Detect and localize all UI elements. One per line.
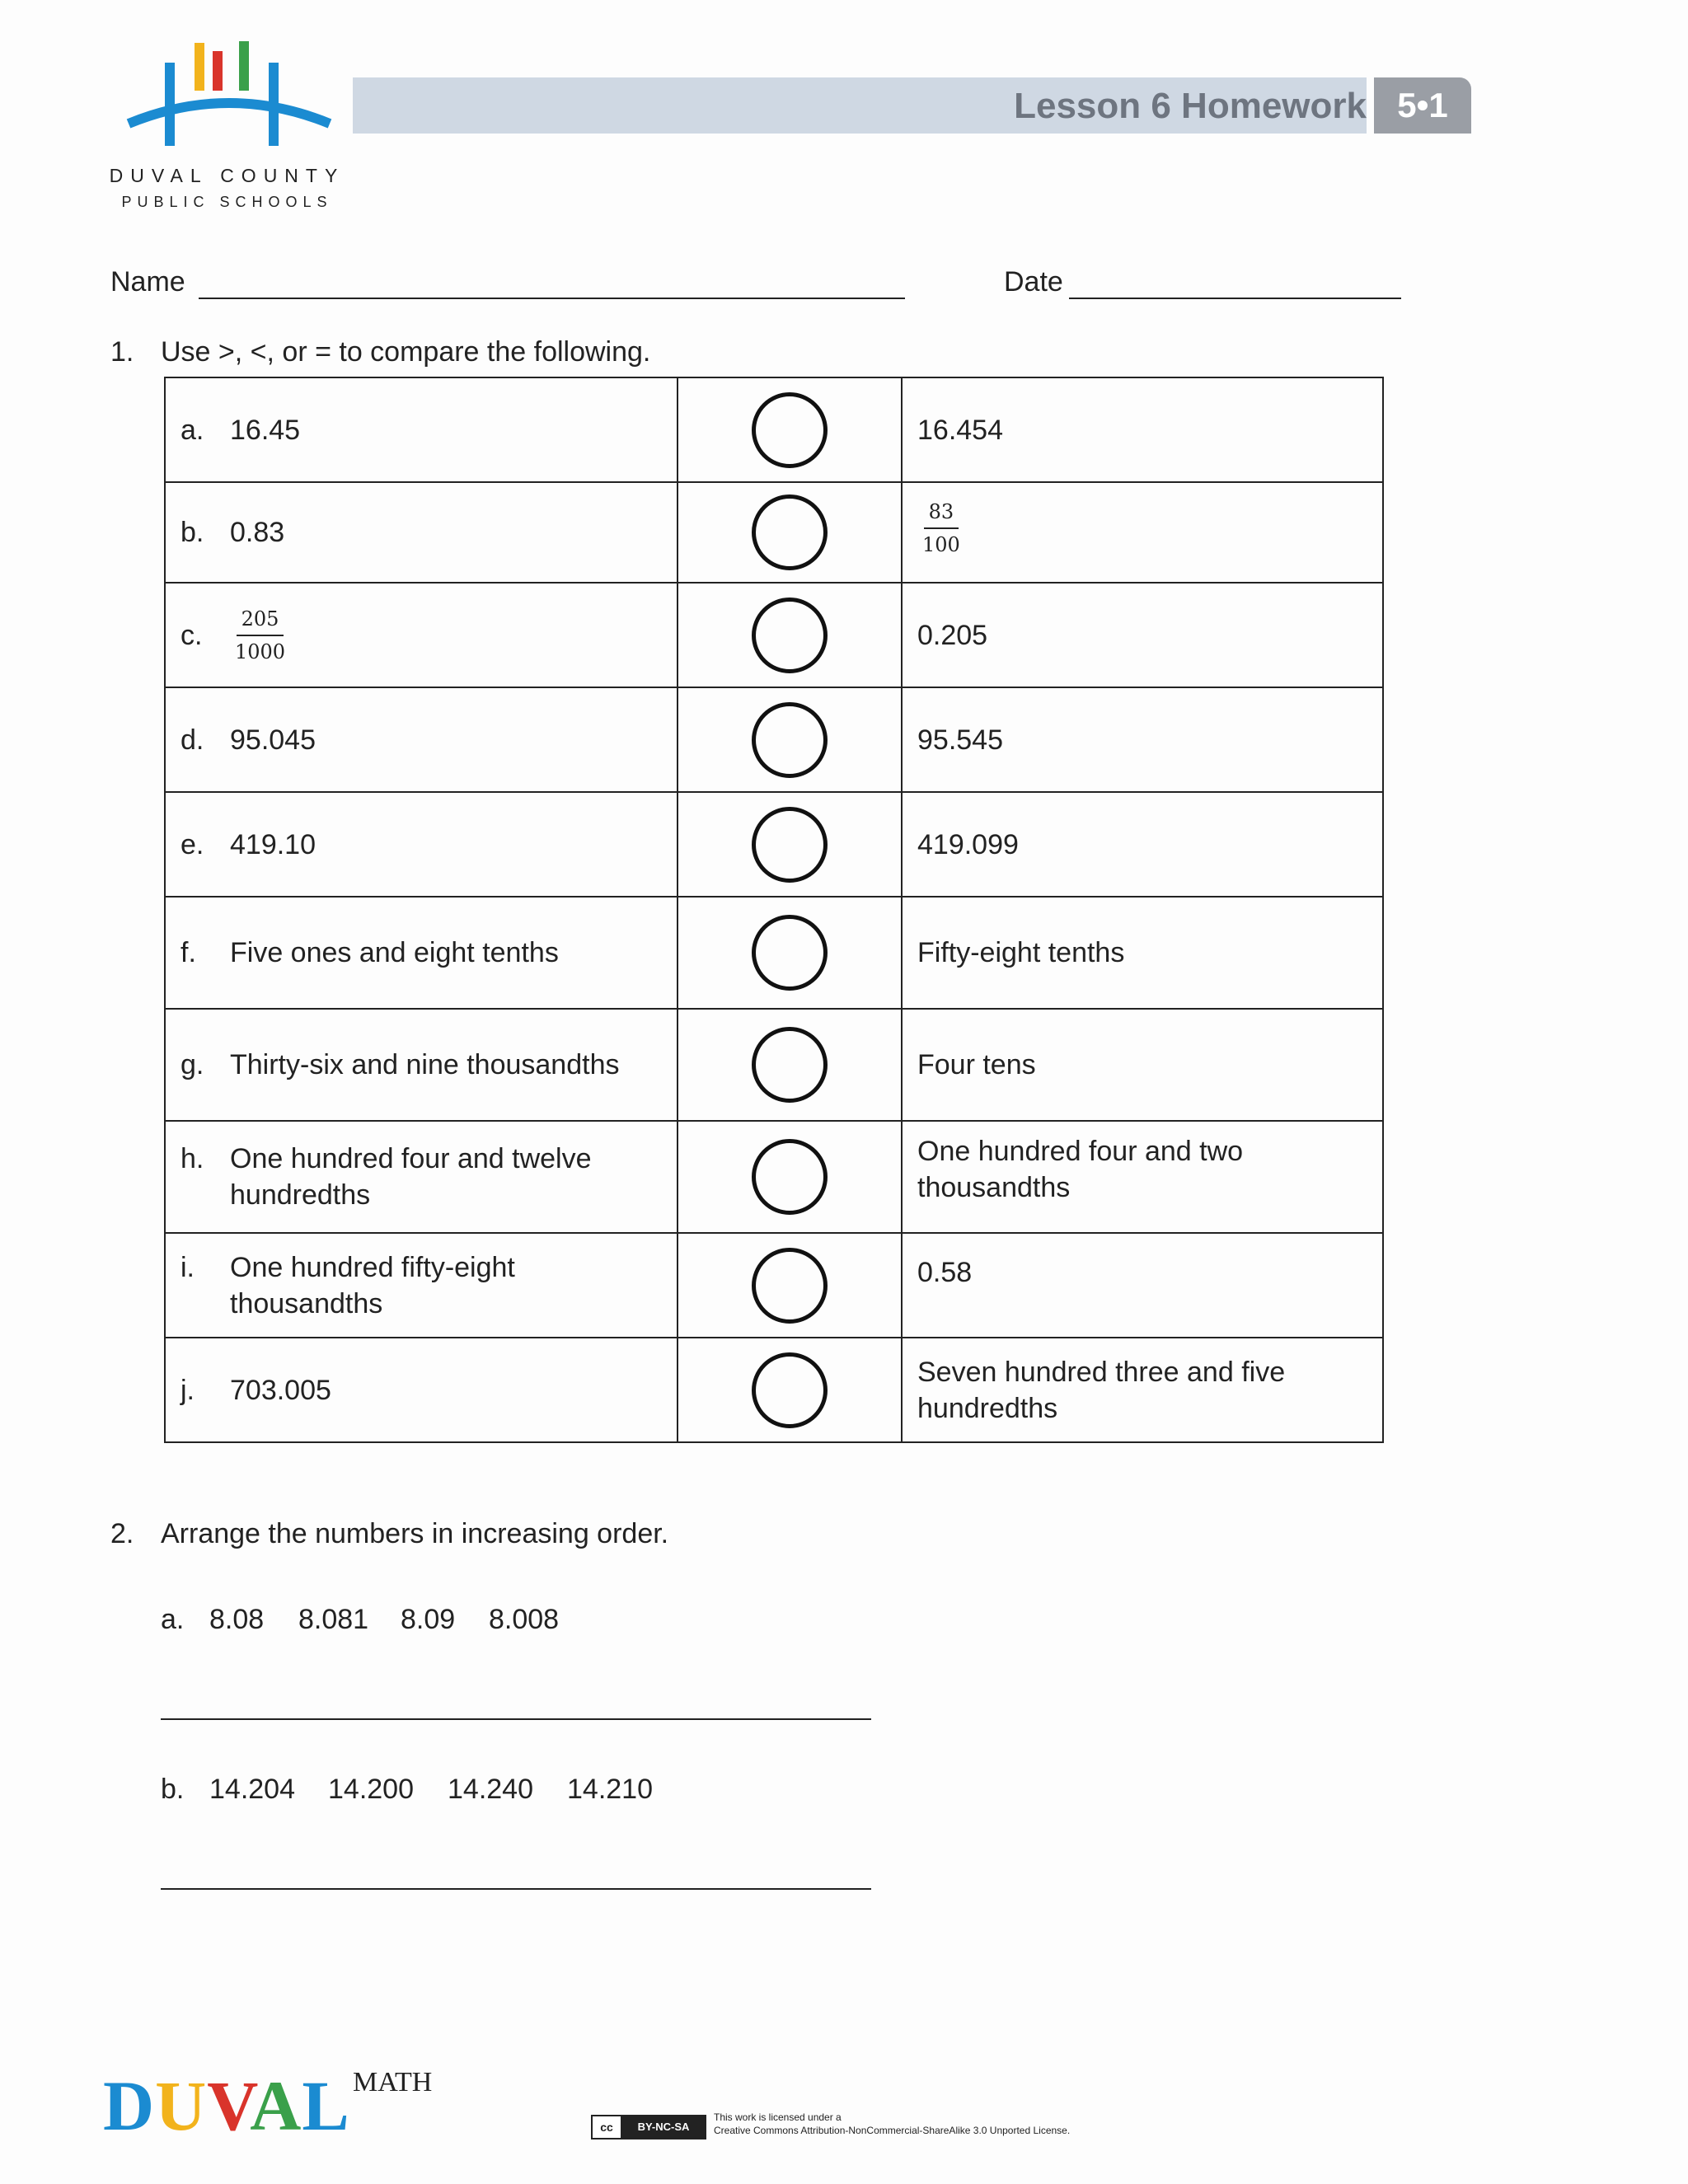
number-item: 14.210 [567,1774,653,1805]
fraction-denominator: 1000 [235,640,286,663]
left-value: 419.10 [230,828,316,860]
number-item: 14.204 [209,1774,295,1805]
part-b-letter: b. [161,1774,185,1805]
fraction [917,499,965,557]
question-2-number: 2. [110,1518,134,1549]
fraction-numerator: 83 [924,499,959,529]
comparison-circle[interactable] [752,598,828,673]
right-value: 16.454 [917,414,1003,446]
right-value: 95.545 [917,724,1003,756]
comparison-circle[interactable] [752,807,828,883]
number-item: 8.008 [489,1604,560,1635]
right-value: 0.205 [917,619,988,651]
brand-letter: U [155,2066,208,2145]
left-value: 703.005 [230,1374,331,1406]
license-line: This work is licensed under a [714,2111,842,2123]
comparison-circle[interactable] [752,1352,828,1428]
question-2-prompt: Arrange the numbers in increasing order. [161,1518,669,1549]
module-badge: 5•1 [1374,77,1471,134]
question-1-prompt: Use >, <, or = to compare the following. [161,336,651,368]
license-text [714,2111,1070,2137]
table-row [165,583,1383,687]
left-value: 95.045 [230,724,316,756]
number-item: 8.09 [401,1604,456,1635]
row-letter: h. [181,1143,204,1174]
name-label: Name [110,266,185,298]
table-row [165,1233,1383,1338]
row-letter: a. [181,414,204,446]
question-1-number: 1. [110,336,134,368]
district-logo [97,33,361,148]
table-row [165,792,1383,897]
row-letter: f. [181,937,196,968]
logo-bar [239,41,249,91]
row-letter: b. [181,517,204,548]
right-value: Seven hundred three and five hundredths [917,1356,1286,1424]
row-letter: c. [181,619,203,651]
logo-arch [129,103,330,124]
table-row [165,1338,1383,1442]
name-field[interactable] [199,298,905,299]
number-item: 14.200 [328,1774,414,1805]
cc-license-badge[interactable] [591,2115,706,2139]
org-subtitle: PUBLIC SCHOOLS [121,194,333,210]
right-value: Four tens [917,1049,1036,1080]
comparison-circle[interactable] [752,1027,828,1103]
brand-letter: A [250,2066,302,2145]
comparison-circle[interactable] [752,1139,828,1215]
part-a-letter: a. [161,1604,185,1635]
table-row [165,377,1383,482]
right-value: Fifty-eight tenths [917,937,1125,968]
license-line: Creative Commons Attribution-NonCommercial-ShareAlike 3.0 Unported License. [714,2125,1071,2136]
page-title: Lesson 6 Homework [1014,86,1367,126]
right-value: 0.58 [917,1256,973,1288]
left-value: Five ones and eight tenths [230,937,559,968]
row-letter: e. [181,828,204,860]
table-row [165,1121,1383,1233]
number-item: 8.081 [298,1604,369,1635]
table-row [165,482,1383,583]
comparison-circle[interactable] [752,494,828,570]
table-row [165,687,1383,792]
table-row [165,897,1383,1009]
brand-letter: L [302,2066,350,2145]
left-value: 16.45 [230,414,301,446]
fraction-numerator: 205 [237,607,284,636]
left-value: One hundred four and twelve hundredths [230,1143,592,1211]
comparison-circle[interactable] [752,392,828,468]
org-name: DUVAL COUNTY [109,165,345,186]
number-item: 14.240 [448,1774,533,1805]
logo-bar [213,51,223,91]
fraction [230,607,290,664]
left-value: Thirty-six and nine thousandths [230,1049,620,1080]
answer-line-b[interactable] [161,1888,871,1890]
number-item: 8.08 [209,1604,265,1635]
comparison-circle[interactable] [752,1248,828,1324]
right-value: One hundred four and two thousandths [917,1136,1244,1203]
left-value: One hundred fifty-eight thousandths [230,1251,515,1319]
comparison-circle[interactable] [752,702,828,778]
table-row [165,1009,1383,1121]
date-field[interactable] [1069,298,1401,299]
right-value: 419.099 [917,828,1019,860]
brand-letter: V [207,2066,251,2145]
math-label: MATH [353,2067,433,2097]
row-letter: g. [181,1049,204,1080]
duval-math-logo [103,2064,350,2147]
cc-type: BY-NC-SA [622,2116,705,2138]
date-label: Date [1004,266,1063,298]
row-letter: j. [181,1374,195,1406]
row-letter: i. [181,1251,195,1283]
comparison-circle[interactable] [752,915,828,991]
row-letter: d. [181,724,204,756]
left-value: 0.83 [230,517,285,548]
fraction-denominator: 100 [922,533,960,556]
logo-pillar [269,101,279,146]
comparison-table [164,377,1384,1443]
logo-pillar [165,101,175,146]
answer-line-a[interactable] [161,1718,871,1720]
logo-bar [195,43,204,91]
cc-icon: cc [593,2116,622,2138]
brand-letter: D [103,2066,156,2145]
